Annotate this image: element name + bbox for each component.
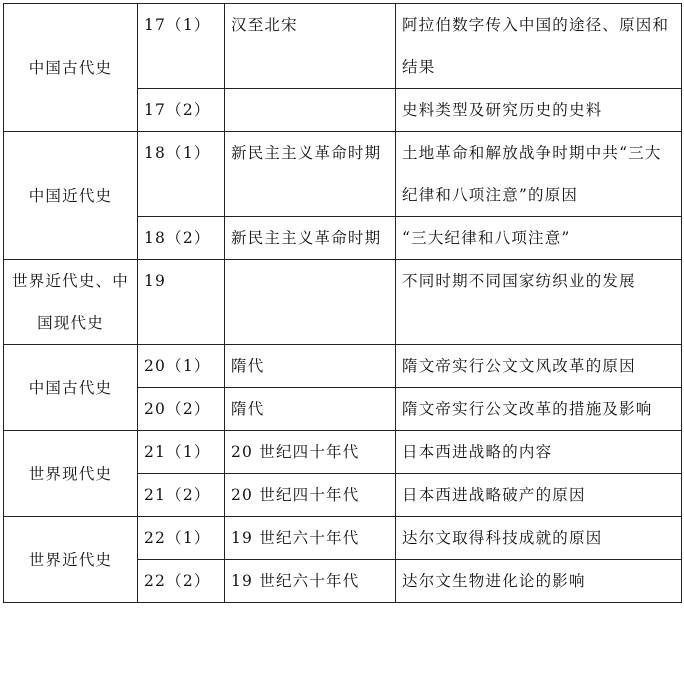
question-number: 18（2） [138, 217, 225, 260]
question-number: 18（1） [138, 132, 225, 217]
era-cell: 中国古代史 [4, 345, 138, 431]
topic-cell: 不同时期不同国家纺织业的发展 [396, 260, 682, 345]
period-cell [225, 89, 396, 132]
question-number: 17（2） [138, 89, 225, 132]
history-topics-table [3, 3, 682, 603]
topic-cell: 日本西进战略的内容 [396, 431, 682, 474]
question-number: 17（1） [138, 4, 225, 89]
table-row [4, 260, 682, 345]
topic-cell: 隋文帝实行公文改革的措施及影响 [396, 388, 682, 431]
era-cell: 中国近代史 [4, 132, 138, 260]
topic-cell: 土地革命和解放战争时期中共“三大纪律和八项注意”的原因 [396, 132, 682, 217]
topic-cell: 史料类型及研究历史的史料 [396, 89, 682, 132]
era-cell: 世界现代史 [4, 431, 138, 517]
question-number: 21（1） [138, 431, 225, 474]
table-row [4, 132, 682, 217]
period-cell: 19 世纪六十年代 [225, 560, 396, 603]
topic-cell: 隋文帝实行公文文风改革的原因 [396, 345, 682, 388]
question-number: 22（1） [138, 517, 225, 560]
question-number: 20（2） [138, 388, 225, 431]
era-cell: 世界近代史、中国现代史 [4, 260, 138, 345]
era-cell: 中国古代史 [4, 4, 138, 132]
question-number: 20（1） [138, 345, 225, 388]
topic-cell: “三大纪律和八项注意” [396, 217, 682, 260]
topic-cell: 日本西进战略破产的原因 [396, 474, 682, 517]
question-number: 21（2） [138, 474, 225, 517]
period-cell: 汉至北宋 [225, 4, 396, 89]
topic-cell: 达尔文取得科技成就的原因 [396, 517, 682, 560]
question-number: 19 [138, 260, 225, 345]
period-cell [225, 260, 396, 345]
period-cell: 新民主主义革命时期 [225, 217, 396, 260]
period-cell: 隋代 [225, 388, 396, 431]
topic-cell: 达尔文生物进化论的影响 [396, 560, 682, 603]
era-cell: 世界近代史 [4, 517, 138, 603]
period-cell: 19 世纪六十年代 [225, 517, 396, 560]
table-row [4, 431, 682, 474]
question-number: 22（2） [138, 560, 225, 603]
period-cell: 20 世纪四十年代 [225, 431, 396, 474]
table-row [4, 345, 682, 388]
table-row [4, 517, 682, 560]
table-row [4, 4, 682, 89]
period-cell: 新民主主义革命时期 [225, 132, 396, 217]
period-cell: 20 世纪四十年代 [225, 474, 396, 517]
period-cell: 隋代 [225, 345, 396, 388]
topic-cell: 阿拉伯数字传入中国的途径、原因和结果 [396, 4, 682, 89]
